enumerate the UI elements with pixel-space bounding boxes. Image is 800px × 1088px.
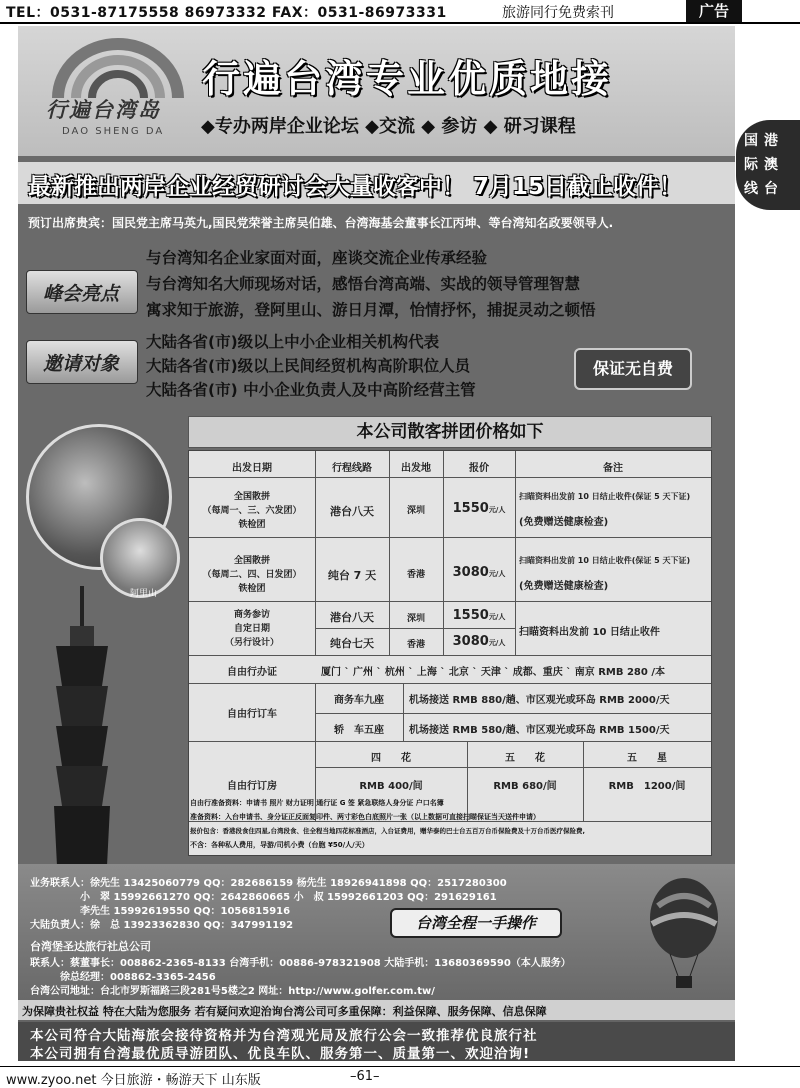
row1-date: 全国散拼 (233, 492, 270, 502)
row3-route: 纯台七天 (330, 637, 374, 650)
row3-date: 自定日期 (233, 624, 270, 634)
hotel-level: 五 花 (505, 753, 545, 764)
row3-origin: 香港 (406, 640, 425, 650)
row3-date: 商务参访 (233, 610, 270, 620)
table-note: 报价包含：香港段食住四星,台湾段食、住全程当地四花标准酒店，入台证费用，赠华泰的巴士台五百万台币保险费及十万台币医疗保险费, (190, 827, 585, 835)
company-name: 台湾堡圣达旅行社总公司 (30, 940, 151, 953)
taipei-101-icon (32, 586, 132, 886)
row2-origin: 香港 (406, 570, 425, 580)
route-side-tab[interactable] (736, 120, 800, 210)
hotel-price: RMB 680/间 (493, 781, 557, 792)
row3-price: 3080元/人 (452, 634, 506, 649)
row3-origin: 深圳 (406, 614, 425, 624)
contact-line: TEL：0531-87175558 86973332 FAX：0531-86973331 (6, 5, 447, 21)
invitee-item: 大陆各省(市)级以上民间经贸机构高阶职位人员 (146, 357, 471, 375)
side-tab-char: 际 (744, 157, 758, 173)
row1-date: 铁检团 (238, 520, 266, 530)
row2-price: 3080元/人 (452, 565, 506, 580)
row1-note: 扫瞄资料出发前 10 日结止收件(保证 5 天下证) (519, 492, 691, 501)
row3-route: 港台八天 (330, 611, 374, 624)
top-bar (0, 0, 800, 24)
invitee-item: 大陆各省(市) 中小企业负责人及中高阶经营主管 (146, 381, 476, 399)
invitees-label: 邀请对象 (26, 340, 138, 384)
row3-date: （另行设计） (224, 638, 279, 648)
taiwan-contact-line: 联系人：蔡董事长：008862-2365-8133 台湾手机：00886-978321908 大陆手机：13680369590（本人服务） (30, 958, 571, 969)
visa-cities: 厦门 ` 广州 ` 杭州 ` 上海 ` 北京 ` 天津 ` 成都、重庆 ` 南京 RMB 280 /本 (321, 667, 665, 678)
footer-line: 本公司符合大陆海旅会接待资格并为台湾观光局及旅行公会一致推荐优良旅行社 (30, 1028, 538, 1044)
car-price: 机场接送 RMB 580/趟、市区观光或环岛 RMB 1500/天 (409, 725, 670, 736)
headline: 行遍台湾专业优质地接 (202, 57, 613, 101)
footer-line: 本公司拥有台湾最优质导游团队、优良车队、服务第一、质量第一、欢迎洽询! (30, 1046, 531, 1061)
publication-label: 旅游同行免费索刊 (502, 5, 614, 21)
row2-date: 铁检团 (238, 584, 266, 594)
photo-caption: 阿里山 (130, 589, 158, 599)
banner (18, 26, 735, 156)
contact-line: 大陆负责人：徐 总 13923362830 QQ：347991192 (30, 920, 294, 931)
car-price: 机场接送 RMB 880/趟、市区观光或环岛 RMB 2000/天 (409, 695, 670, 706)
header-price: 报价 (469, 463, 489, 474)
header-note: 备注 (603, 463, 623, 474)
car-label: 自由行订车 (227, 709, 277, 720)
side-tab-char: 台 (764, 181, 778, 197)
guest-list: 预订出席贵宾：国民党主席马英九,国民党荣誉主席吴伯雄、台湾海基会董事长江丙坤、等台湾知名政要领导人. (28, 216, 614, 230)
page-number: –61– (350, 1069, 380, 1084)
header-origin: 出发地 (401, 463, 431, 474)
side-tab-char: 线 (744, 181, 758, 197)
hotel-level: 四 花 (371, 753, 411, 764)
row2-note: 扫瞄资料出发前 10 日结止收件(保证 5 天下证) (519, 556, 691, 565)
rainbow-logo-icon (48, 36, 188, 100)
guarantee-badge: 保证无自费 (574, 348, 692, 390)
price-table (188, 450, 712, 856)
logo-subtitle: DAO SHENG DA (62, 126, 165, 137)
taiwan-contact-line: 徐总经理：008862-3365-2456 (30, 972, 216, 983)
highlight-item: 寓求知于旅游，登阿里山、游日月潭，怡情抒怀，捕捉灵动之顿悟 (146, 301, 596, 319)
slogan: 为保障贵社权益 特在大陆为您服务 若有疑问欢迎治询台湾公司可多重保障：利益保障、服务保障、信息保障 (22, 1005, 547, 1018)
table-note: 自由行准备资料：申请书 照片 财力证明 通行证 G 签 紧急联络人身分证 户口名簿 (190, 799, 444, 807)
hotel-price: RMB 400/间 (359, 781, 423, 792)
contact-line: 业务联系人：徐先生 13425060779 QQ：282686159 杨先生 18926941898 QQ：2517280300 (30, 878, 507, 889)
row1-date: （每周一、三、六发团） (202, 506, 302, 516)
contact-line: 李先生 15992619550 QQ：1056815916 (30, 906, 291, 917)
row1-note-extra: (免费赠送健康检查) (519, 517, 609, 528)
car-type: 商务车九座 (334, 695, 384, 706)
car-type: 轿 车五座 (334, 725, 384, 736)
contact-line: 小 翠 15992661270 QQ：2642860665 小 叔 15992661203 QQ：291629161 (30, 892, 497, 903)
side-tab-char: 国 (744, 133, 758, 149)
highlight-item: 与台湾知名企业家面对面，座谈交流企业传承经验 (146, 249, 488, 267)
announcement: 最新推出两岸企业经贸研讨会大量收客中！ 7月15日截止收件！ (28, 174, 683, 200)
hotel-price: RMB 1200/间 (608, 781, 686, 792)
row2-date: （每周二、四、日发团） (202, 570, 302, 580)
logo-text: 行遍台湾岛 (46, 97, 161, 122)
price-table-title: 本公司散客拼团价格如下 (188, 416, 712, 448)
hotel-level: 五 星 (627, 753, 667, 764)
side-tab-char: 澳 (764, 157, 778, 173)
highlight-item: 与台湾知名大师现场对话，感悟台湾高端、实战的领导管理智慧 (146, 275, 581, 293)
site-link[interactable]: www.zyoo.net 今日旅游・畅游天下 山东版 (6, 1073, 261, 1088)
table-note: 准备资料：入台申请书、身分证正反面复印件、两寸彩色白底照片一张（以上数据可直接扫瞄保证当天送件申请） (190, 813, 540, 821)
row2-note-extra: (免费赠送健康检查) (519, 581, 609, 592)
tagline: ◆专办两岸企业论坛 ◆交流 ◆ 参访 ◆ 研习课程 (201, 116, 576, 137)
row1-origin: 深圳 (406, 506, 425, 516)
header-route: 行程线路 (332, 463, 372, 474)
hotel-label: 自由行订房 (227, 781, 277, 792)
advertisement (18, 26, 735, 1061)
row1-route: 港台八天 (330, 505, 374, 518)
taiwan-contact-line: 台湾公司地址：台北市罗斯福路三段281号5楼之2 网址：http://www.golfer.com.tw/ (30, 986, 435, 997)
invitee-item: 大陆各省(市)级以上中小企业相关机构代表 (146, 333, 440, 351)
highlights-label: 峰会亮点 (26, 270, 138, 314)
header-date: 出发日期 (232, 463, 272, 474)
ad-badge: 广告 (686, 0, 742, 22)
visa-label: 自由行办证 (227, 667, 277, 678)
row1-price: 1550元/人 (452, 501, 506, 516)
hand-sign-badge: 台湾全程一手操作 (390, 908, 562, 938)
hot-air-balloon-icon (644, 876, 724, 996)
table-note: 不含：各种私人费用，导游/司机小费（台胞 ¥50/人/天） (190, 841, 369, 849)
row3-price: 1550元/人 (452, 608, 506, 623)
bottom-bar (0, 1066, 800, 1087)
row2-date: 全国散拼 (233, 556, 270, 566)
row3-note: 扫瞄资料出发前 10 日结止收件 (519, 627, 660, 638)
row2-route: 纯台 7 天 (327, 569, 377, 582)
side-tab-char: 港 (764, 133, 778, 149)
